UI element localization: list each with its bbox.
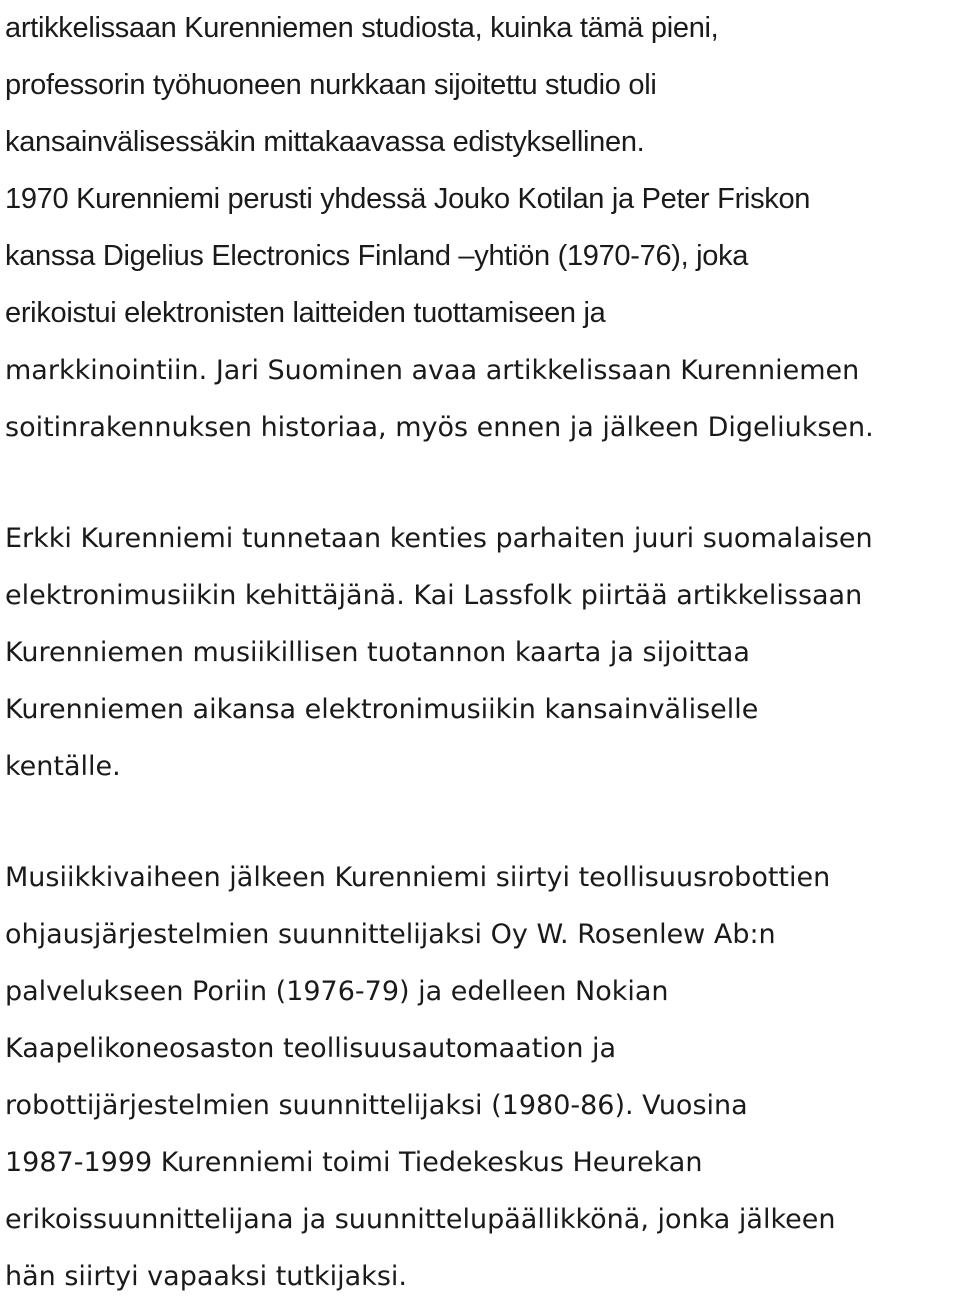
text-line: elektronimusiikin kehittäjänä. Kai Lassfolk piirtää artikkelissaan (5, 580, 863, 611)
text-line: 1970 Kurenniemi perusti yhdessä Jouko Kotilan ja Peter Friskon (5, 183, 811, 215)
text-line: robottijärjestelmien suunnittelijaksi (1980-86). Vuosina (5, 1090, 748, 1121)
document-page (5, 0, 955, 1305)
text-line: artikkelissaan Kurenniemen studiosta, kuinka tämä pieni, (5, 12, 719, 44)
paragraph-spacer (5, 456, 955, 510)
text-line: kentälle. (5, 751, 121, 782)
paragraph-1 (5, 0, 955, 456)
text-line: palvelukseen Poriin (1976-79) ja edelleen Nokian (5, 976, 669, 1007)
text-line: ohjausjärjestelmien suunnittelijaksi Oy W. Rosenlew Ab:n (5, 919, 776, 950)
text-line: Erkki Kurenniemi tunnetaan kenties parhaiten juuri suomalaisen (5, 523, 873, 554)
text-line: erikoissuunnittelijana ja suunnittelupäällikkönä, jonka jälkeen (5, 1204, 836, 1235)
text-line: Kaapelikoneosaston teollisuusautomaation ja (5, 1033, 617, 1064)
text-line: erikoistui elektronisten laitteiden tuottamiseen ja (5, 297, 606, 329)
text-line: kansainvälisessäkin mittakaavassa edistyksellinen. (5, 126, 645, 158)
text-line: markkinointiin. Jari Suominen avaa artikkelissaan Kurenniemen (5, 355, 860, 386)
text-line: soitinrakennuksen historiaa, myös ennen ja jälkeen Digeliuksen. (5, 412, 874, 443)
text-line: kanssa Digelius Electronics Finland –yhtiön (1970-76), joka (5, 240, 749, 272)
text-line: hän siirtyi vapaaksi tutkijaksi. (5, 1261, 407, 1292)
paragraph-3 (5, 849, 955, 1305)
paragraph-2 (5, 510, 955, 795)
text-line: Kurenniemen musiikillisen tuotannon kaarta ja sijoittaa (5, 637, 750, 668)
text-line: professorin työhuoneen nurkkaan sijoitettu studio oli (5, 69, 657, 101)
paragraph-spacer (5, 795, 955, 849)
text-line: Musiikkivaiheen jälkeen Kurenniemi siirtyi teollisuusrobottien (5, 862, 831, 893)
text-line: 1987-1999 Kurenniemi toimi Tiedekeskus Heurekan (5, 1147, 703, 1178)
text-line: Kurenniemen aikansa elektronimusiikin kansainväliselle (5, 694, 759, 725)
